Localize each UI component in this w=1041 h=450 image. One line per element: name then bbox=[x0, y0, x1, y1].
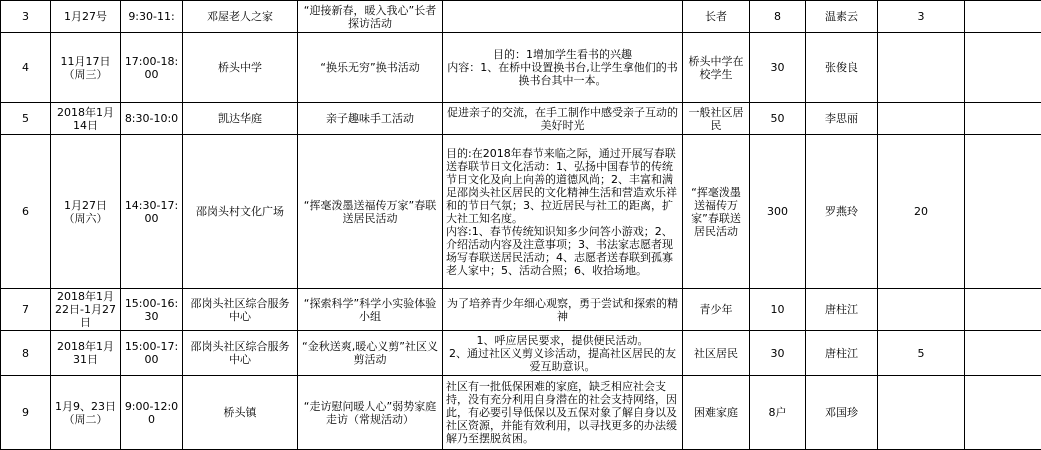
purpose-text: 社区有一批低保困难的家庭，缺乏相应社会支持，没有充分利用自身潜在的社会支持网络，因此，有必要引导低保以及五保对象了解自身以及社区资源，并能有效利用，以寻找更多的办法缓解乃至摆脱贫困。 bbox=[446, 380, 677, 445]
cell-count: 8户 bbox=[750, 376, 806, 450]
cell-date: 2018年1月31日 bbox=[51, 331, 121, 376]
cell-extra: 20 bbox=[878, 135, 965, 289]
cell-note bbox=[965, 103, 1041, 135]
cell-time: 9:00-12:00 bbox=[121, 376, 183, 450]
cell-target: 困难家庭 bbox=[683, 376, 750, 450]
cell-no: 7 bbox=[1, 289, 51, 331]
cell-date: 2018年1月14日 bbox=[51, 103, 121, 135]
table-row bbox=[1, 33, 1041, 103]
cell-time: 8:30-10:0 bbox=[121, 103, 183, 135]
table-row bbox=[1, 376, 1041, 450]
cell-place: 邵岗头社区综合服务中心 bbox=[183, 331, 298, 376]
cell-purpose bbox=[443, 33, 683, 103]
cell-person: 张俊良 bbox=[806, 33, 878, 103]
purpose-text: 目的：1增加学生看书的兴趣 内容：1、在桥中设置换书台,让学生拿他们的书换书台其中一本。 bbox=[447, 48, 678, 87]
cell-activity: “探索科学”科学小实验体验小组 bbox=[298, 289, 443, 331]
cell-count: 8 bbox=[750, 1, 806, 33]
cell-person: 李思丽 bbox=[806, 103, 878, 135]
cell-count: 300 bbox=[750, 135, 806, 289]
table-row bbox=[1, 1, 1041, 33]
cell-no: 4 bbox=[1, 33, 51, 103]
cell-note bbox=[965, 135, 1041, 289]
cell-person: 温素云 bbox=[806, 1, 878, 33]
cell-purpose bbox=[443, 289, 683, 331]
cell-no: 8 bbox=[1, 331, 51, 376]
cell-purpose bbox=[443, 376, 683, 450]
cell-extra bbox=[878, 376, 965, 450]
cell-person: 邓国珍 bbox=[806, 376, 878, 450]
purpose-text: 为了培养青少年细心观察，勇于尝试和探索的精神 bbox=[447, 296, 678, 323]
table-row bbox=[1, 135, 1041, 289]
cell-target: 青少年 bbox=[683, 289, 750, 331]
cell-purpose bbox=[443, 135, 683, 289]
cell-place: 邓屋老人之家 bbox=[183, 1, 298, 33]
cell-note bbox=[965, 1, 1041, 33]
cell-time: 17:00-18:00 bbox=[121, 33, 183, 103]
cell-no: 9 bbox=[1, 376, 51, 450]
table-row bbox=[1, 103, 1041, 135]
cell-time: 9:30-11: bbox=[121, 1, 183, 33]
cell-extra: 3 bbox=[878, 1, 965, 33]
purpose-text: 目的:在2018年春节来临之际，通过开展写春联送春联节日文化活动：1、弘扬中国春节的传统节日文化及向上向善的道德风尚；2、丰富和满足邵岗头社区居民的文化精神生活和营造欢乐祥和的节日气氛；3、拉近居民与社工的距离，扩大社工知名度。 内容:1、春节传统知识知多少问答小游戏；2、介绍活动内容及注意事项；3、书法家志愿者现场写春联送居民活动；4、志愿者送春联到孤寡老人家中；5、活动合照；6、收拾场地。 bbox=[446, 146, 677, 277]
table-row bbox=[1, 289, 1041, 331]
cell-person: 唐柱江 bbox=[806, 331, 878, 376]
cell-activity: “金秋送爽,暖心义剪”社区义剪活动 bbox=[298, 331, 443, 376]
cell-extra bbox=[878, 103, 965, 135]
cell-no: 5 bbox=[1, 103, 51, 135]
cell-place: 桥头镇 bbox=[183, 376, 298, 450]
cell-extra: 5 bbox=[878, 331, 965, 376]
cell-note bbox=[965, 376, 1041, 450]
cell-place: 邵岗头社区综合服务中心 bbox=[183, 289, 298, 331]
cell-note bbox=[965, 33, 1041, 103]
cell-purpose bbox=[443, 103, 683, 135]
cell-count: 30 bbox=[750, 331, 806, 376]
table-row bbox=[1, 331, 1041, 376]
cell-time: 15:00-17:00 bbox=[121, 331, 183, 376]
cell-person: 唐柱江 bbox=[806, 289, 878, 331]
cell-place: 凯达华庭 bbox=[183, 103, 298, 135]
cell-activity: 亲子趣味手工活动 bbox=[298, 103, 443, 135]
cell-date: 1月27号 bbox=[51, 1, 121, 33]
cell-count: 10 bbox=[750, 289, 806, 331]
cell-person: 罗燕玲 bbox=[806, 135, 878, 289]
cell-activity: “换乐无穷”换书活动 bbox=[298, 33, 443, 103]
cell-target: 社区居民 bbox=[683, 331, 750, 376]
cell-target: 桥头中学在校学生 bbox=[683, 33, 750, 103]
cell-extra bbox=[878, 33, 965, 103]
cell-no: 3 bbox=[1, 1, 51, 33]
cell-date: 2018年1月22日-1月27日 bbox=[51, 289, 121, 331]
cell-time: 14:30-17:00 bbox=[121, 135, 183, 289]
cell-activity: “走访慰问暖人心”弱势家庭走访（常规活动） bbox=[298, 376, 443, 450]
cell-date: 1月27日（周六） bbox=[51, 135, 121, 289]
cell-no: 6 bbox=[1, 135, 51, 289]
cell-time: 15:00-16:30 bbox=[121, 289, 183, 331]
cell-target: 一般社区居民 bbox=[683, 103, 750, 135]
cell-target: “挥毫泼墨送福传万家”春联送居民活动 bbox=[683, 135, 750, 289]
cell-note bbox=[965, 289, 1041, 331]
cell-place: 邵岗头村文化广场 bbox=[183, 135, 298, 289]
cell-date: 11月17日（周三） bbox=[51, 33, 121, 103]
cell-purpose bbox=[443, 331, 683, 376]
cell-activity: “迎接新春，暖入我心”长者探访活动 bbox=[298, 1, 443, 33]
cell-activity: “挥毫泼墨送福传万家”春联送居民活动 bbox=[298, 135, 443, 289]
cell-count: 50 bbox=[750, 103, 806, 135]
cell-purpose bbox=[443, 1, 683, 33]
cell-note bbox=[965, 331, 1041, 376]
cell-place: 桥头中学 bbox=[183, 33, 298, 103]
cell-target: 长者 bbox=[683, 1, 750, 33]
cell-extra bbox=[878, 289, 965, 331]
purpose-text: 促进亲子的交流，在手工制作中感受亲子互动的美好时光 bbox=[447, 105, 678, 132]
purpose-text: 1、呼应居民要求，提供便民活动。 2、通过社区义剪义诊活动，提高社区居民的友爱互助意识。 bbox=[449, 333, 676, 373]
cell-count: 30 bbox=[750, 33, 806, 103]
cell-date: 1月9、23日（周二） bbox=[51, 376, 121, 450]
